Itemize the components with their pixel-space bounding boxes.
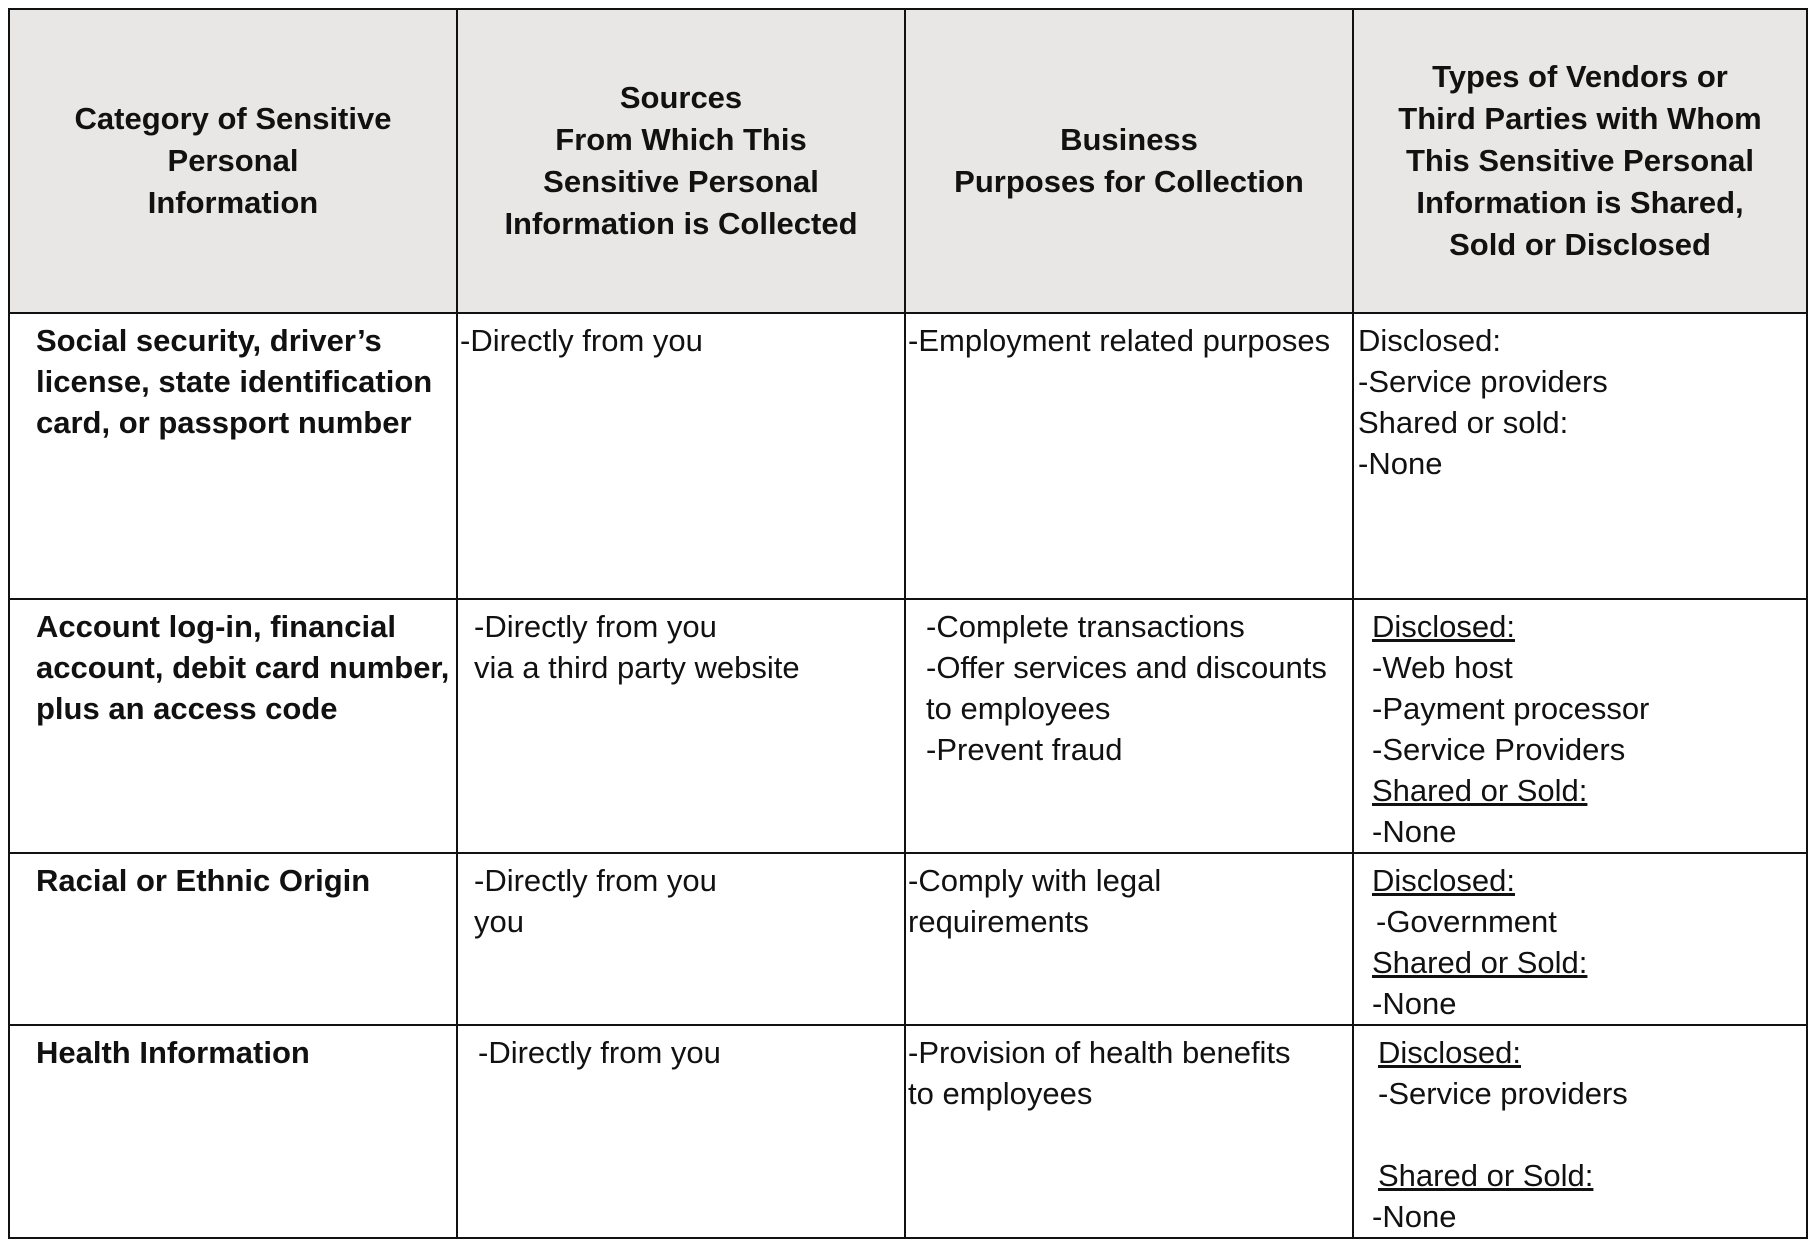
header-sources: Sources From Which This Sensitive Personal Information is Collected [457, 9, 905, 313]
vendors-cell: Disclosed: -Service providers Shared or Sold: -None [1353, 1025, 1807, 1238]
header-vendors: Types of Vendors or Third Parties with Whom This Sensitive Personal Information is Shared, Sold or Disclosed [1353, 9, 1807, 313]
purposes-cell: -Complete transactions -Offer services and discounts to employees -Prevent fraud [905, 599, 1353, 853]
header-category: Category of Sensitive Personal Information [9, 9, 457, 313]
sources-cell: -Directly from you [457, 313, 905, 599]
purposes-cell: -Provision of health benefits to employees [905, 1025, 1353, 1238]
header-row [9, 9, 1807, 313]
purposes-cell: -Comply with legal requirements [905, 853, 1353, 1025]
vendors-cell: Disclosed: -Web host -Payment processor -Service Providers Shared or Sold: -None [1353, 599, 1807, 853]
category-cell: Racial or Ethnic Origin [9, 853, 457, 1025]
sensitive-info-table [8, 8, 1808, 1239]
purposes-cell: -Employment related purposes [905, 313, 1353, 599]
table-row [9, 853, 1807, 1025]
vendors-cell: Disclosed: -Government Shared or Sold: -None [1353, 853, 1807, 1025]
category-cell: Health Information [9, 1025, 457, 1238]
blank-line [1378, 1114, 1806, 1155]
header-purposes: Business Purposes for Collection [905, 9, 1353, 313]
table-row [9, 1025, 1807, 1238]
category-cell: Social security, driver’s license, state identification card, or passport number [9, 313, 457, 599]
category-cell: Account log-in, financial account, debit card number, plus an access code [9, 599, 457, 853]
table-row [9, 313, 1807, 599]
vendors-cell: Disclosed: -Service providers Shared or sold: -None [1353, 313, 1807, 599]
sources-cell: -Directly from you [457, 1025, 905, 1238]
table-row [9, 599, 1807, 853]
sources-cell: -Directly from you you [457, 853, 905, 1025]
sources-cell: -Directly from you via a third party website [457, 599, 905, 853]
